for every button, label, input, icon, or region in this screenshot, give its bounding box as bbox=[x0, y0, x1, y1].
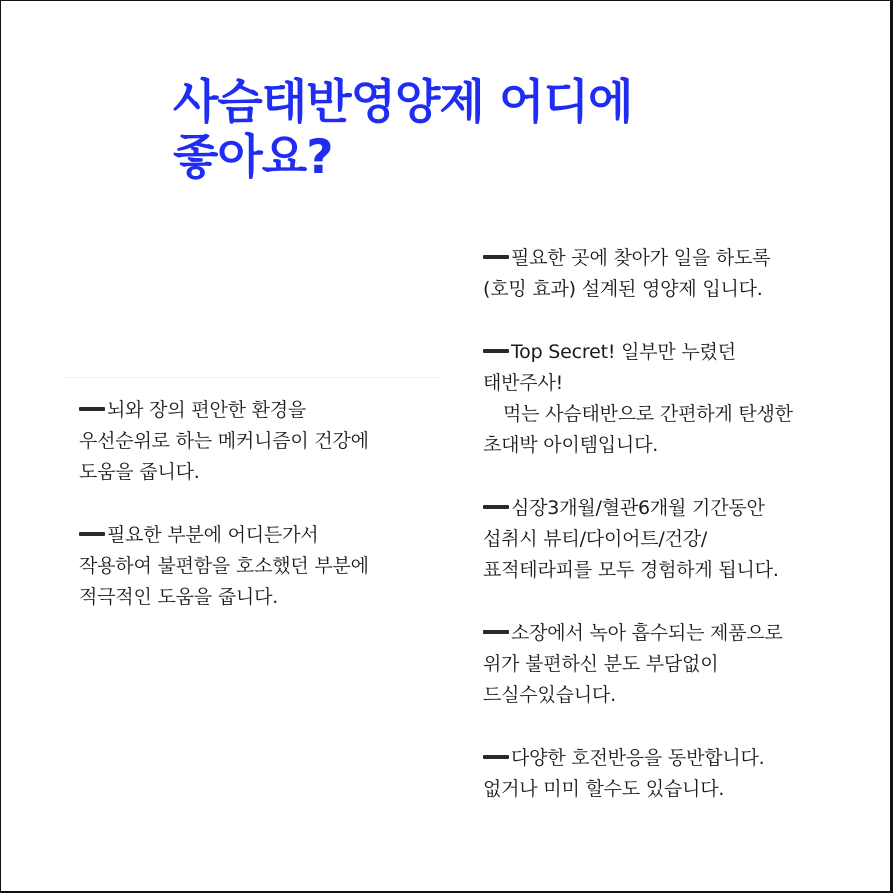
minus-dash-icon bbox=[483, 755, 509, 759]
right-column bbox=[483, 243, 878, 837]
minus-dash-icon bbox=[483, 630, 509, 634]
block-line: 우선순위로 하는 메커니즘이 건강에 bbox=[79, 430, 369, 452]
block-line: 적극적인 도움을 줍니다. bbox=[79, 586, 279, 608]
left-block-2 bbox=[79, 520, 439, 613]
right-block-4 bbox=[483, 618, 878, 711]
block-line bbox=[483, 337, 878, 368]
minus-dash-icon bbox=[483, 255, 509, 259]
block-line bbox=[79, 520, 439, 551]
block-line: 섭취시 뷰티/다이어트/건강/ bbox=[483, 528, 708, 550]
minus-dash-icon bbox=[79, 532, 105, 536]
line-text: 심장3개월/혈관6개월 기간동안 bbox=[511, 497, 765, 519]
left-column bbox=[79, 395, 439, 645]
block-line: 초대박 아이템입니다. bbox=[483, 434, 659, 456]
line-text: 뇌와 장의 편안한 환경을 bbox=[107, 399, 307, 421]
block-line bbox=[483, 743, 878, 774]
block-line: 위가 불편하신 분도 부담없이 bbox=[483, 653, 719, 675]
line-text: 필요한 부분에 어디든가서 bbox=[107, 524, 319, 546]
divider bbox=[63, 377, 441, 378]
right-block-1 bbox=[483, 243, 878, 305]
page-title bbox=[173, 75, 733, 185]
block-line: 드실수있습니다. bbox=[483, 684, 616, 706]
line-text: Top Secret! 일부만 누렸던 bbox=[511, 341, 736, 363]
right-block-5 bbox=[483, 743, 878, 805]
block-line: 작용하여 불편함을 호소했던 부분에 bbox=[79, 555, 369, 577]
block-line: 없거나 미미 할수도 있습니다. bbox=[483, 778, 725, 800]
block-line: 도움을 줍니다. bbox=[79, 461, 200, 483]
line-text: 다양한 호전반응을 동반합니다. bbox=[511, 747, 765, 769]
minus-dash-icon bbox=[79, 407, 105, 411]
right-block-3 bbox=[483, 493, 878, 586]
block-line: 먹는 사슴태반으로 간편하게 탄생한 bbox=[503, 403, 793, 425]
line-text: 소장에서 녹아 흡수되는 제품으로 bbox=[511, 622, 783, 644]
block-line: (호밍 효과) 설계된 영양제 입니다. bbox=[483, 278, 763, 300]
minus-dash-icon bbox=[483, 505, 509, 509]
block-line bbox=[483, 618, 878, 649]
block-line: 태반주사! bbox=[483, 372, 564, 394]
minus-dash-icon bbox=[483, 349, 509, 353]
block-line bbox=[483, 243, 878, 274]
right-block-2 bbox=[483, 337, 878, 461]
block-line: 표적테라피를 모두 경험하게 됩니다. bbox=[483, 559, 779, 581]
left-block-1 bbox=[79, 395, 439, 488]
block-line bbox=[483, 493, 878, 524]
block-line bbox=[79, 395, 439, 426]
title-line-2: 좋아요? bbox=[173, 130, 333, 185]
title-line-1: 사슴태반영양제 어디에 bbox=[173, 75, 633, 130]
line-text: 필요한 곳에 찾아가 일을 하도록 bbox=[511, 247, 771, 269]
